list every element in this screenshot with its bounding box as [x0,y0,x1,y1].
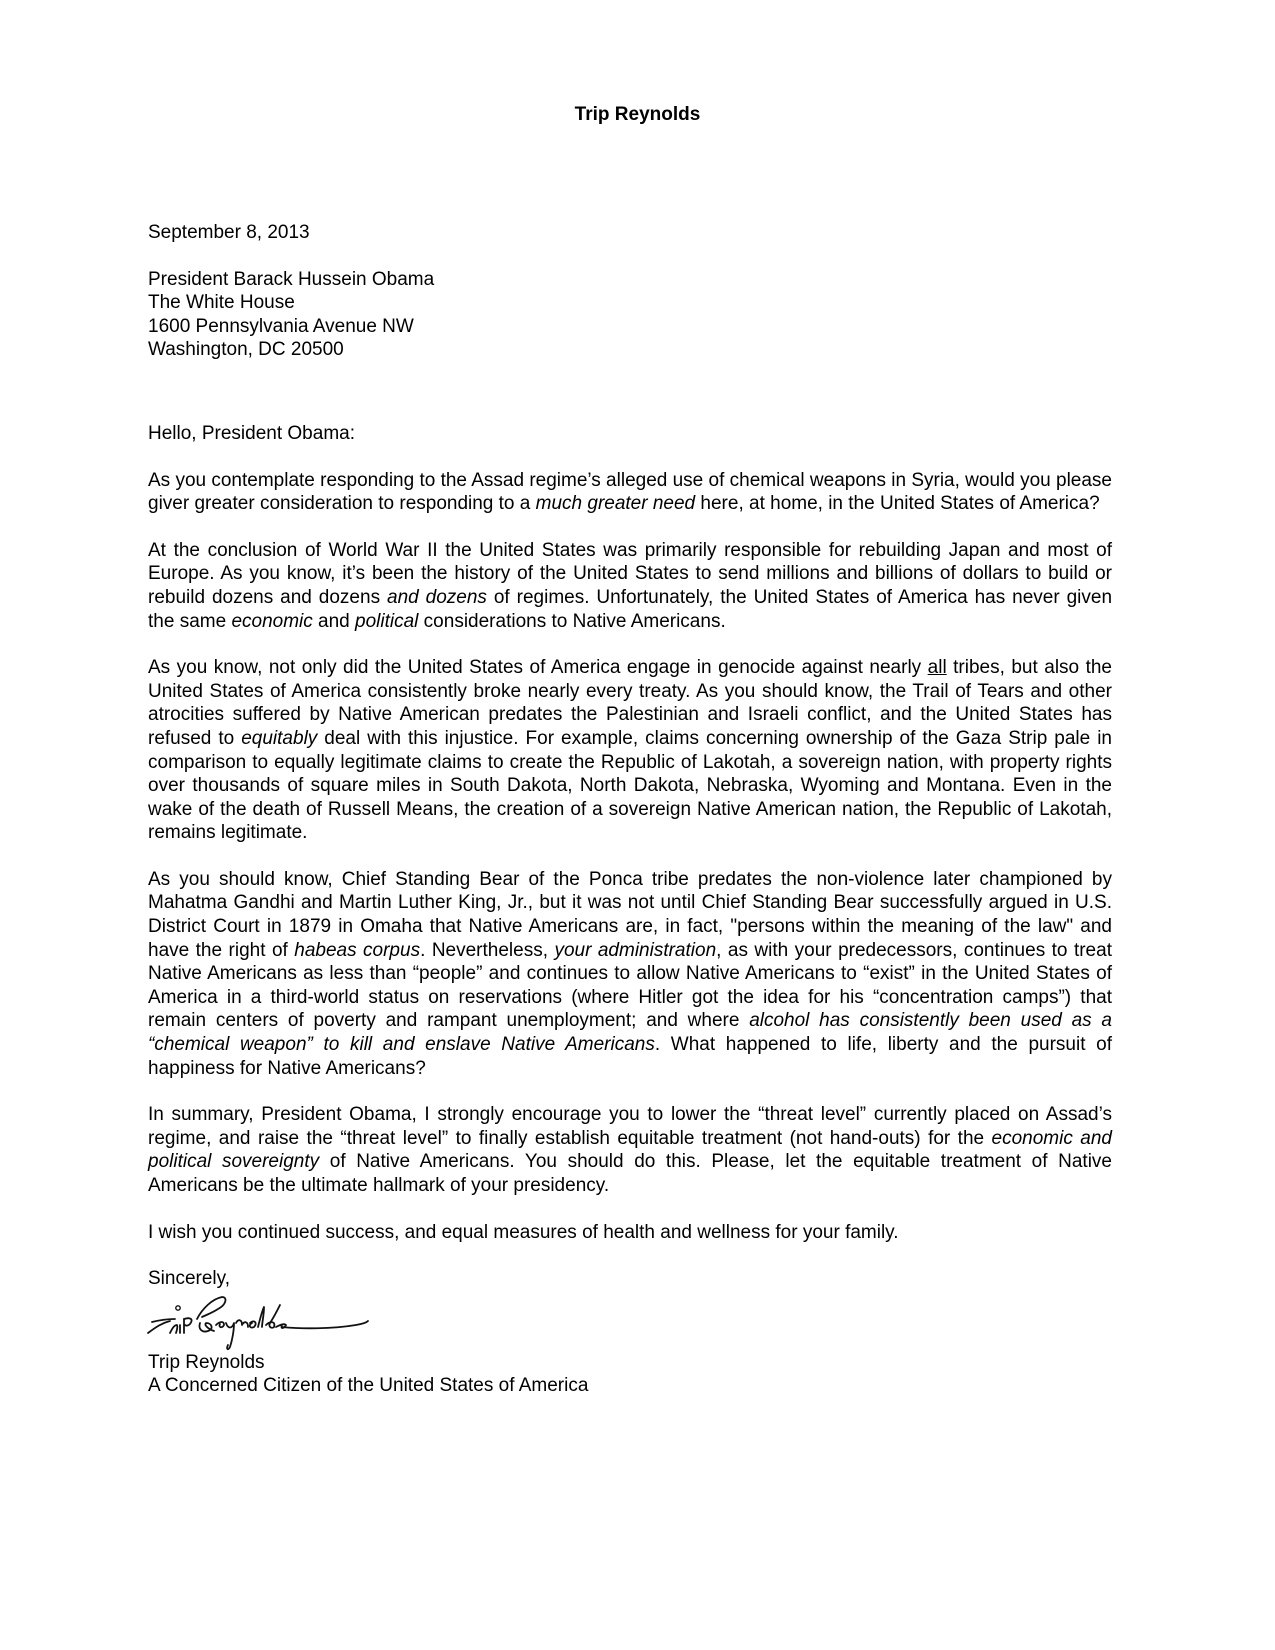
signer-title: A Concerned Citizen of the United States of America [148,1375,589,1397]
text-run: In summary, President Obama, I strongly encourage you to lower the “threat level” currently placed on Assad’s regime, and raise the “threat level” to finally establish equitable treatment (not hand-outs) for the [148,1104,1112,1149]
text-run: tribes, but also the United States of America consistently broke nearly every treaty. As you should know, the Trail of Tears and other atrocities suffered by Native American predates the Palestinian and Israeli conflict, and the United States has refused to [148,657,1112,749]
spacer [148,245,1112,268]
salutation: Hello, President Obama: [148,422,355,444]
letterhead-name: Trip Reynolds [574,104,701,125]
text-run: As you should know, Chief Standing Bear of the Ponca tribe predates the non-violence later championed by Mahatma Gandhi and Martin Luther King, Jr., but it was not until Chief Standing Bear successfully argued in U.S. District Court in 1879 in Omaha that Native Americans are, in fact, "persons within the meaning of the law" and have the right of [148,868,1112,961]
text-run: . What happened to life, liberty and the pursuit of happiness for Native Americans? [148,1034,1112,1079]
text-run: here, at home, in the United States of America? [695,493,1100,515]
letter-date: September 8, 2013 [148,222,310,243]
spacer [148,633,1112,656]
text-run: of Native Americans. You should do this. Please, let the equitable treatment of Native Americans be the ultimate hallmark of your presidency. [148,1151,1112,1196]
letter-paragraphs [148,469,1112,1245]
spacer [148,1080,1112,1103]
body-paragraph [148,1103,1112,1197]
text-run: , as with your predecessors, continues to treat Native Americans as less than “people” and continues to allow Native Americans to “exist” in the United States of America in a third-world status on reservations (where Hitler got the idea for his “concentration camps”) that remain centers of poverty and rampant unemployment; and where [148,939,1112,1032]
spacer [148,845,1112,868]
italic-emphasis: economic and political sovereignty [148,1127,1112,1173]
text-run: deal with this injustice. For example, claims concerning ownership of the Gaza Strip pale in comparison to equally legitimate claims to create the Republic of Lakotah, a sovereign nation, with property rights over thousands of square miles in South Dakota, North Dakota, Nebraska, Wyoming and Montana. Even in the wake of the death of Russell Means, the creation of a sovereign Native American nation, the Republic of Lakotah, remains legitimate. [148,727,1112,844]
recipient-name-line: President Barack Hussein Obama [148,268,435,290]
recipient-city-line: Washington, DC 20500 [148,339,344,361]
italic-emphasis: political [355,610,419,632]
recipient-address [148,268,1112,362]
body-paragraph [148,469,1112,516]
underlined-emphasis: all [927,657,947,679]
body-paragraph [148,539,1112,633]
spacer [148,446,1112,469]
italic-emphasis: economic [231,610,313,632]
italic-emphasis: habeas corpus [294,939,421,961]
spacer [148,362,1112,422]
text-run: of regimes. Unfortunately, the United States of America has never given the same [148,586,1113,632]
text-run: and [312,610,356,632]
italic-emphasis: and dozens [387,586,487,608]
letter-body [148,221,1112,1398]
text-run: As you contemplate responding to the Assad regime’s alleged use of chemical weapons in Syria, would you please giver greater consideration to responding to a [148,469,1112,515]
closing-salutation: Sincerely, [148,1268,231,1290]
body-paragraph [148,656,1112,845]
text-run: considerations to Native Americans. [418,610,726,632]
handwritten-signature-icon [142,1289,372,1357]
italic-emphasis: your administration [554,939,717,961]
recipient-organization-line: The White House [148,292,295,314]
spacer [148,1198,1112,1221]
recipient-street-line: 1600 Pennsylvania Avenue NW [148,315,414,337]
text-run: I wish you continued success, and equal measures of health and wellness for your family. [148,1221,899,1243]
spacer [148,516,1112,539]
body-paragraph [148,1221,1112,1245]
italic-emphasis: much greater need [535,493,696,515]
signer-name: Trip Reynolds [148,1351,265,1373]
italic-emphasis: equitably [241,727,318,749]
text-run: As you know, not only did the United States of America engage in genocide against nearly [148,657,928,679]
text-run: . Nevertheless, [420,939,555,961]
body-paragraph [148,868,1112,1080]
spacer [148,1244,1112,1267]
italic-emphasis: alcohol has consistently been used as a “chemical weapon” to kill and enslave Native Americans [148,1010,1112,1056]
text-run: At the conclusion of World War II the United States was primarily responsible for rebuilding Japan and most of Europe. As you know, it’s been the history of the United States to send millions and billions of dollars to build or rebuild dozens and dozens [148,539,1112,608]
